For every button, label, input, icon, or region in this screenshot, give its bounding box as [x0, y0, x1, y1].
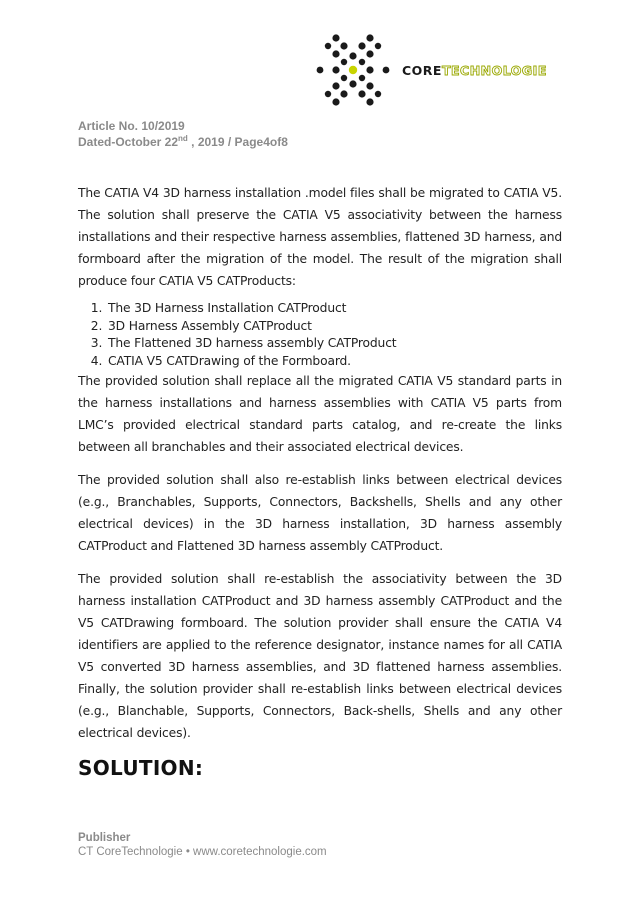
- article-date-suffix: , 2019 / Page4of8: [187, 135, 288, 149]
- svg-text:CORETECHNOLOGIE: [402, 63, 547, 78]
- article-date-sup: nd: [178, 134, 188, 143]
- coretechnologie-logo: [312, 34, 564, 106]
- catproducts-list: [78, 300, 562, 370]
- article-date: [78, 134, 288, 150]
- intro-paragraph: The CATIA V4 3D harness installation .model files shall be migrated to CATIA V5. The solution shall preserve the CATIA V5 associativity between the harness installations and their respective harness assemblies, flattened 3D harness, and formboard after the migration of the model. The result of the migration shall produce four CATIA V5 CATProducts:: [78, 186, 562, 288]
- links-paragraph: The provided solution shall also re-establish links between electrical devices (e.g., Branchables, Supports, Connectors, Backshells, Shells and any other electrical devices) in the 3D harness installation, 3D harness assembly CATProduct and Flattened 3D harness assembly CATProduct.: [78, 473, 562, 553]
- article-body: [78, 182, 562, 744]
- article-number: Article No. 10/2019: [78, 119, 185, 133]
- list-item: 2. 3D Harness Assembly CATProduct: [106, 318, 562, 336]
- associativity-paragraph: The provided solution shall re-establish the associativity between the 3D harness installation CATProduct and 3D harness assembly CATProduct and the V5 CATDrawing formboard. The solution provider shall ensure the CATIA V4 identifiers are applied to the reference designator, instance names for all CATIA V5 converted 3D harness assemblies, and 3D flattened harness assemblies. Finally, the solution provider shall re-establish links between electrical devices (e.g., Blanchable, Supports, Connectors, Back-shells, Shells and any other electrical devices).: [78, 572, 562, 740]
- footer: [78, 831, 327, 859]
- logo-center-dot: [349, 66, 357, 74]
- list-item: 1. The 3D Harness Installation CATProduct: [106, 300, 562, 318]
- list-item: 4. CATIA V5 CATDrawing of the Formboard.: [106, 353, 562, 371]
- list-item: 3. The Flattened 3D harness assembly CATProduct: [106, 335, 562, 353]
- logo-brand-suffix: TECHNOLOGIE: [441, 63, 547, 78]
- logo-brand-prefix: CORE: [402, 63, 442, 78]
- publisher-company: CT CoreTechnologie • www.coretechnologie.com: [78, 846, 327, 858]
- article-date-prefix: Dated-October 22: [78, 135, 179, 149]
- article-info: [78, 118, 288, 150]
- logo-mark-icon: [312, 34, 564, 106]
- replace-parts-paragraph: The provided solution shall replace all the migrated CATIA V5 standard parts in the harness installations and harness assemblies with CATIA V5 parts from LMC’s provided electrical standard parts catalog, and re-create the links between all branchables and their associated electrical devices.: [78, 374, 562, 454]
- publisher-label: Publisher: [78, 832, 131, 844]
- solution-heading: SOLUTION:: [78, 756, 204, 780]
